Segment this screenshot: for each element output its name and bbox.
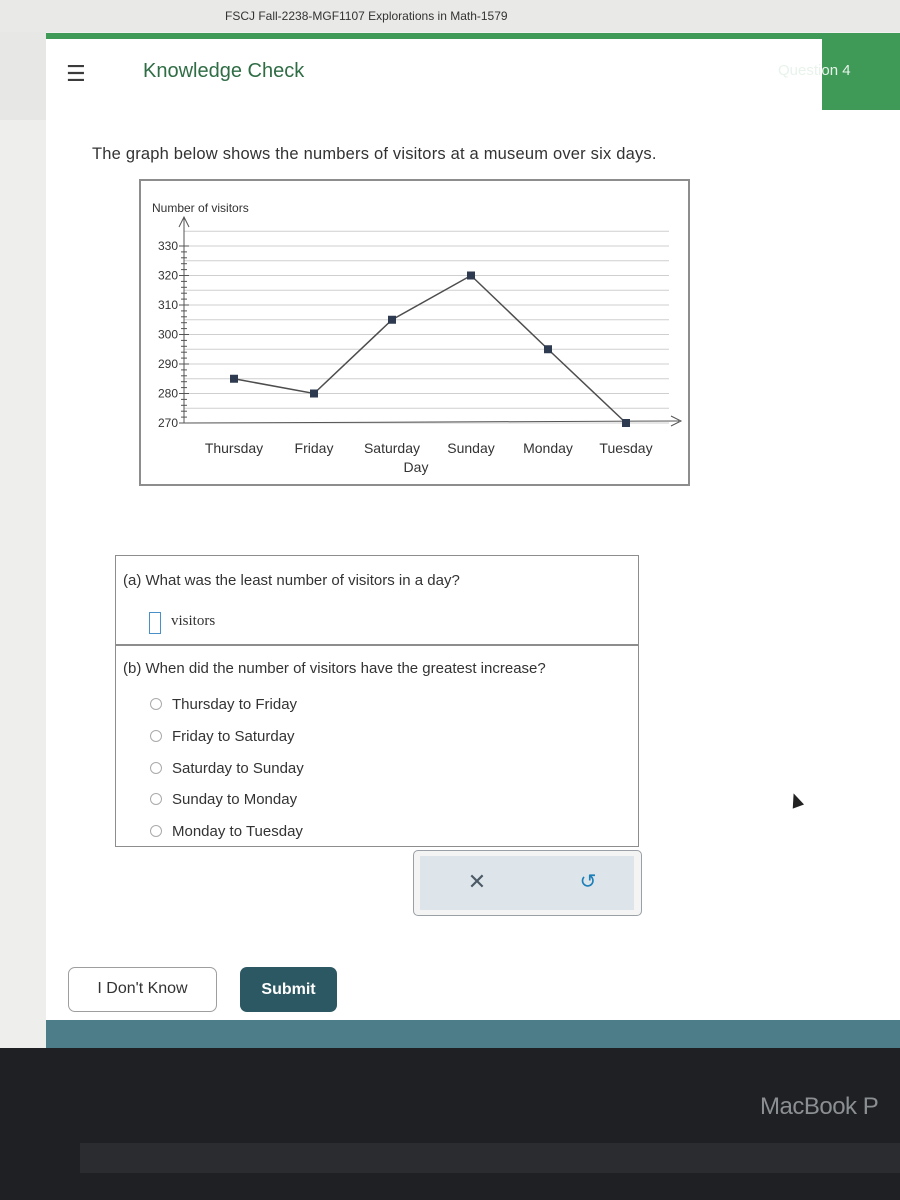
y-tick-label: 280 [157,386,178,401]
answer-tools-panel [413,850,642,916]
radio-button[interactable] [150,698,162,710]
y-tick-label: 270 [157,416,178,430]
y-axis-label: Number of visitors [152,201,249,215]
data-point [388,316,396,324]
option-saturday-sunday[interactable] [150,757,304,779]
option-thursday-friday[interactable] [150,693,297,715]
undo-icon[interactable]: ↺ [579,871,597,893]
data-point [230,375,238,383]
radio-button[interactable] [150,793,162,805]
radio-button[interactable] [150,825,162,837]
questions-box [115,555,639,847]
y-tick-label: 300 [157,327,178,342]
option-label: Thursday to Friday [172,695,298,713]
answer-tools-inner [420,856,634,910]
data-point [310,390,318,398]
x-tick-label: Sunday [447,440,495,456]
x-tick-label: Monday [523,440,573,456]
question-a-text: (a) What was the least number of visitors in a day? [123,572,460,589]
question-number: Question 4 [778,62,851,79]
x-tick-label: Saturday [363,440,421,456]
option-label: Friday to Saturday [172,727,295,745]
submit-button[interactable]: Submit [240,967,337,1012]
option-label: Monday to Tuesday [172,822,303,840]
data-point [467,272,475,280]
radio-button[interactable] [150,762,162,774]
question-divider [116,644,638,646]
visitors-answer-input[interactable] [149,612,161,634]
question-b-text: (b) When did the number of visitors have the greatest increase? [123,660,546,677]
laptop-hinge [80,1143,900,1173]
x-axis-label: Day [403,459,429,475]
y-tick-label: 320 [157,268,178,283]
y-tick-label: 330 [157,239,178,253]
hamburger-menu-icon[interactable]: ☰ [66,61,86,86]
y-tick-label: 290 [157,357,178,371]
page-title: Knowledge Check [143,60,305,82]
course-title: FSCJ Fall-2238-MGF1107 Explorations in Math-1579 [225,9,508,23]
x-tick-label: Friday [294,440,334,456]
dont-know-button[interactable]: I Don't Know [68,967,217,1012]
option-monday-tuesday[interactable] [150,820,303,842]
x-tick-label: Tuesday [599,440,653,456]
option-friday-saturday[interactable] [150,725,295,747]
option-sunday-monday[interactable] [150,788,297,810]
y-tick-label: 310 [157,298,178,312]
line-chart [139,179,690,486]
radio-button[interactable] [150,730,162,742]
visitors-unit-label: visitors [171,613,216,629]
x-icon[interactable]: ✕ [467,869,487,894]
device-label: MacBook P [760,1093,879,1120]
left-margin-lower [0,120,46,1048]
data-point [544,345,552,353]
x-tick-label: Thursday [204,440,264,456]
chart-svg [141,181,688,484]
option-label: Saturday to Sunday [172,759,304,777]
question-prompt: The graph below shows the numbers of visitors at a museum over six days. [92,145,657,163]
data-point [622,419,630,427]
option-label: Sunday to Monday [172,790,298,808]
footer-bar [46,1020,900,1048]
